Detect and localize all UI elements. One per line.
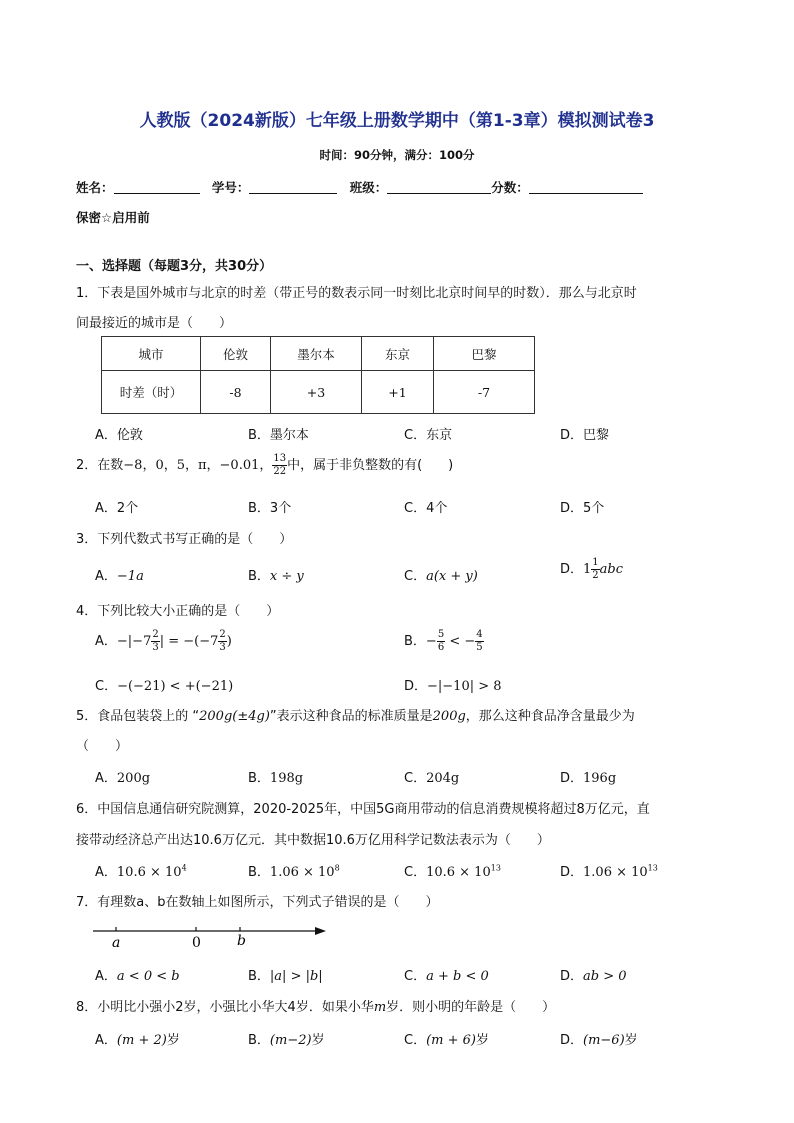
option-letter: A． xyxy=(95,969,117,984)
option-unit: 岁 xyxy=(166,1033,180,1048)
option-letter: C． xyxy=(404,1033,427,1048)
q4-option-b[interactable] xyxy=(404,630,484,653)
option-math: ab > 0 xyxy=(583,969,627,984)
question-8 xyxy=(76,996,555,1015)
exponent: 8 xyxy=(334,863,340,873)
q8-option-c[interactable] xyxy=(404,1029,489,1048)
table-row xyxy=(102,371,535,414)
option-letter: A． xyxy=(95,865,117,880)
q8-math: m xyxy=(373,1000,387,1015)
option-letter: D． xyxy=(560,562,584,577)
option-letter: D． xyxy=(560,865,584,880)
table-cell: 时差（时） xyxy=(102,371,201,414)
option-unit: 岁 xyxy=(624,1033,638,1048)
class-field[interactable] xyxy=(387,181,491,194)
q2-prefix: 2．在数 xyxy=(76,458,124,473)
option-math: −(−21) < +(−21) xyxy=(117,679,234,694)
table-cell: 东京 xyxy=(362,337,434,371)
axis-label-a: a xyxy=(112,935,121,951)
frac-denominator: 3 xyxy=(219,642,226,653)
table-cell: 城市 xyxy=(102,337,201,371)
class-label: 班级： xyxy=(349,180,388,195)
q2-frac-denominator: 22 xyxy=(273,466,287,477)
question-7: 7．有理数a、b在数轴上如图所示，下列式子错误的是（ ） xyxy=(76,895,439,910)
exponent: 4 xyxy=(181,863,187,873)
q5-option-a[interactable] xyxy=(95,767,150,786)
option-math: abc xyxy=(599,562,624,577)
option-math: |a| > |b| xyxy=(269,969,323,984)
question-5-line1 xyxy=(76,705,635,724)
student-info-row xyxy=(76,178,643,196)
option-math: 196g xyxy=(583,771,617,786)
id-field[interactable] xyxy=(249,181,337,194)
frac-numerator: 5 xyxy=(437,629,445,640)
option-letter: A． xyxy=(95,771,117,786)
q4-option-c[interactable] xyxy=(95,675,233,694)
q1-option-d[interactable]: D．巴黎 xyxy=(560,428,610,443)
fraction xyxy=(437,630,445,653)
question-6-line1: 6．中国信息通信研究院测算，2020-2025年，中国5G商用带动的信息消费规模将超过8万亿元，直 xyxy=(76,802,650,817)
q3-option-d[interactable] xyxy=(560,558,623,581)
option-letter: C． xyxy=(404,969,427,984)
q5-text: ”表示这种食品的标准质量是 xyxy=(269,709,433,724)
table-cell: 巴黎 xyxy=(434,337,535,371)
table-cell: 墨尔本 xyxy=(271,337,362,371)
option-letter: C． xyxy=(95,679,118,694)
q2-option-c[interactable]: C．4个 xyxy=(404,501,448,516)
frac-numerator: 1 xyxy=(592,557,599,568)
fraction xyxy=(151,630,159,653)
q8-option-b[interactable] xyxy=(248,1029,325,1048)
table-row xyxy=(102,337,535,371)
q4-option-d[interactable] xyxy=(404,675,502,694)
option-letter: D． xyxy=(560,1033,584,1048)
section-title: 一、选择题（每题3分，共30分） xyxy=(76,259,273,274)
option-letter: A． xyxy=(95,569,117,584)
q2-frac-numerator: 13 xyxy=(273,453,287,464)
name-field[interactable] xyxy=(114,181,200,194)
option-math: −|−10| > 8 xyxy=(427,679,502,694)
fraction xyxy=(475,630,483,653)
q6-option-b[interactable] xyxy=(248,861,340,880)
frac-numerator: 2 xyxy=(219,629,226,640)
q7-option-c[interactable] xyxy=(404,965,489,984)
option-letter: B． xyxy=(404,634,426,649)
q6-option-c[interactable] xyxy=(404,861,501,880)
question-6-line2: 接带动经济总产出达10.6万亿元．其中数据10.6万亿用科学记数法表示为（ ） xyxy=(76,833,550,848)
option-letter: B． xyxy=(248,771,270,786)
q5-option-c[interactable] xyxy=(404,767,459,786)
option-math: 1.06 × 10 xyxy=(583,865,648,880)
q6-option-d[interactable] xyxy=(560,861,658,880)
q5-option-d[interactable] xyxy=(560,767,616,786)
option-math: x ÷ y xyxy=(269,569,304,584)
frac-numerator: 4 xyxy=(476,629,483,640)
q8-option-d[interactable] xyxy=(560,1029,638,1048)
option-letter: C． xyxy=(404,865,427,880)
option-letter: B． xyxy=(248,969,270,984)
option-math: (m−6) xyxy=(583,1033,625,1048)
axis-label-b: b xyxy=(237,933,246,949)
q8-text: 岁．则小明的年龄是（ ） xyxy=(386,1000,556,1015)
question-3: 3．下列代数式书写正确的是（ ） xyxy=(76,532,293,547)
option-letter: C． xyxy=(404,771,427,786)
q5-math: 200g(±4g) xyxy=(199,709,270,724)
option-math: ) xyxy=(226,634,232,649)
q4-option-a[interactable] xyxy=(95,630,232,653)
q5-option-b[interactable] xyxy=(248,767,303,786)
id-label: 学号： xyxy=(211,180,250,195)
table-cell: +1 xyxy=(362,371,434,414)
option-math: −|−7 xyxy=(116,634,152,649)
question-4: 4．下列比较大小正确的是（ ） xyxy=(76,604,280,619)
option-letter: A． xyxy=(95,1033,117,1048)
option-math: a(x + y) xyxy=(426,569,478,584)
q3-option-c[interactable] xyxy=(404,565,478,584)
frac-denominator: 5 xyxy=(476,642,483,653)
option-letter: C． xyxy=(404,569,427,584)
score-label: 分数： xyxy=(491,180,529,195)
confidential-note: 保密☆启用前 xyxy=(76,210,150,225)
option-math: − xyxy=(425,634,437,649)
axis-arrow-icon xyxy=(315,927,326,935)
frac-denominator: 3 xyxy=(152,642,159,653)
option-letter: D． xyxy=(404,679,428,694)
q1-option-c[interactable]: C．东京 xyxy=(404,428,453,443)
option-math: 10.6 × 10 xyxy=(116,865,182,880)
q7-option-b[interactable] xyxy=(248,965,323,984)
q2-option-a[interactable]: A．2个 xyxy=(95,501,139,516)
exponent: 13 xyxy=(490,863,501,873)
option-math: (m + 6) xyxy=(426,1033,476,1048)
time-difference-table xyxy=(101,336,535,414)
option-letter: D． xyxy=(560,969,584,984)
q5-math: 200g xyxy=(432,709,466,724)
exponent: 13 xyxy=(647,863,658,873)
option-math: | = −(−7 xyxy=(159,634,219,649)
option-letter: A． xyxy=(95,634,117,649)
question-1-line2: 间最接近的城市是（ ） xyxy=(76,316,233,331)
option-math: (m−2) xyxy=(269,1033,312,1048)
table-cell: -7 xyxy=(434,371,535,414)
q5-text: ，那么这种食品净含量最少为 xyxy=(465,709,635,724)
option-math: 200g xyxy=(116,771,151,786)
q2-numbers: −8，0，5，π，−0.01， xyxy=(123,458,273,473)
frac-denominator: 2 xyxy=(592,570,599,581)
table-cell: 伦敦 xyxy=(201,337,271,371)
option-math: 1.06 × 10 xyxy=(269,865,335,880)
q3-option-b[interactable] xyxy=(248,565,304,584)
option-unit: 岁 xyxy=(311,1033,325,1048)
frac-numerator: 2 xyxy=(152,629,159,640)
option-letter: B． xyxy=(248,1033,270,1048)
q5-text: 5．食品包装袋上的 “ xyxy=(76,709,200,724)
question-2 xyxy=(76,454,453,477)
table-cell: -8 xyxy=(201,371,271,414)
option-letter: B． xyxy=(248,569,270,584)
question-5-line2: （ ） xyxy=(76,739,129,754)
question-1-line1: 1．下表是国外城市与北京的时差（带正号的数表示同一时刻比北京时间早的时数）．那么与北京时 xyxy=(76,286,637,301)
q7-option-a[interactable] xyxy=(95,965,180,984)
number-line xyxy=(90,920,330,952)
mixed-whole: 1 xyxy=(583,562,592,577)
option-math: a + b < 0 xyxy=(426,969,489,984)
option-unit: 岁 xyxy=(475,1033,489,1048)
option-math: a < 0 < b xyxy=(116,969,180,984)
option-letter: D． xyxy=(560,771,584,786)
option-math: (m + 2) xyxy=(116,1033,167,1048)
q8-option-a[interactable] xyxy=(95,1029,180,1048)
option-math: 198g xyxy=(269,771,304,786)
q3-option-a[interactable] xyxy=(95,565,144,584)
q1-option-b[interactable]: B．墨尔本 xyxy=(248,428,309,443)
page-title: 人教版（2024新版）七年级上册数学期中（第1-3章）模拟测试卷3 xyxy=(139,111,655,131)
option-math: 204g xyxy=(426,771,460,786)
name-label: 姓名： xyxy=(76,180,114,195)
mixed-fraction xyxy=(591,558,599,581)
frac-denominator: 6 xyxy=(437,642,445,653)
q8-text: 8．小明比小强小2岁，小强比小华大4岁．如果小华 xyxy=(76,1000,374,1015)
option-math: < − xyxy=(445,634,476,649)
q1-option-a[interactable]: A．伦敦 xyxy=(95,428,143,443)
q2-option-b[interactable]: B．3个 xyxy=(248,501,292,516)
fraction xyxy=(218,630,226,653)
score-field[interactable] xyxy=(529,181,643,194)
exam-time-score: 时间：90分钟，满分：100分 xyxy=(319,148,475,162)
q2-option-d[interactable]: D．5个 xyxy=(560,501,605,516)
q6-option-a[interactable] xyxy=(95,861,187,880)
option-math: −1a xyxy=(116,569,144,584)
option-math: 10.6 × 10 xyxy=(426,865,491,880)
q2-suffix: 中，属于非负整数的有( ) xyxy=(287,458,454,473)
q7-option-d[interactable] xyxy=(560,965,627,984)
table-cell: +3 xyxy=(271,371,362,414)
axis-label-zero: 0 xyxy=(192,935,201,951)
option-letter: B． xyxy=(248,865,270,880)
q2-fraction xyxy=(272,454,287,477)
